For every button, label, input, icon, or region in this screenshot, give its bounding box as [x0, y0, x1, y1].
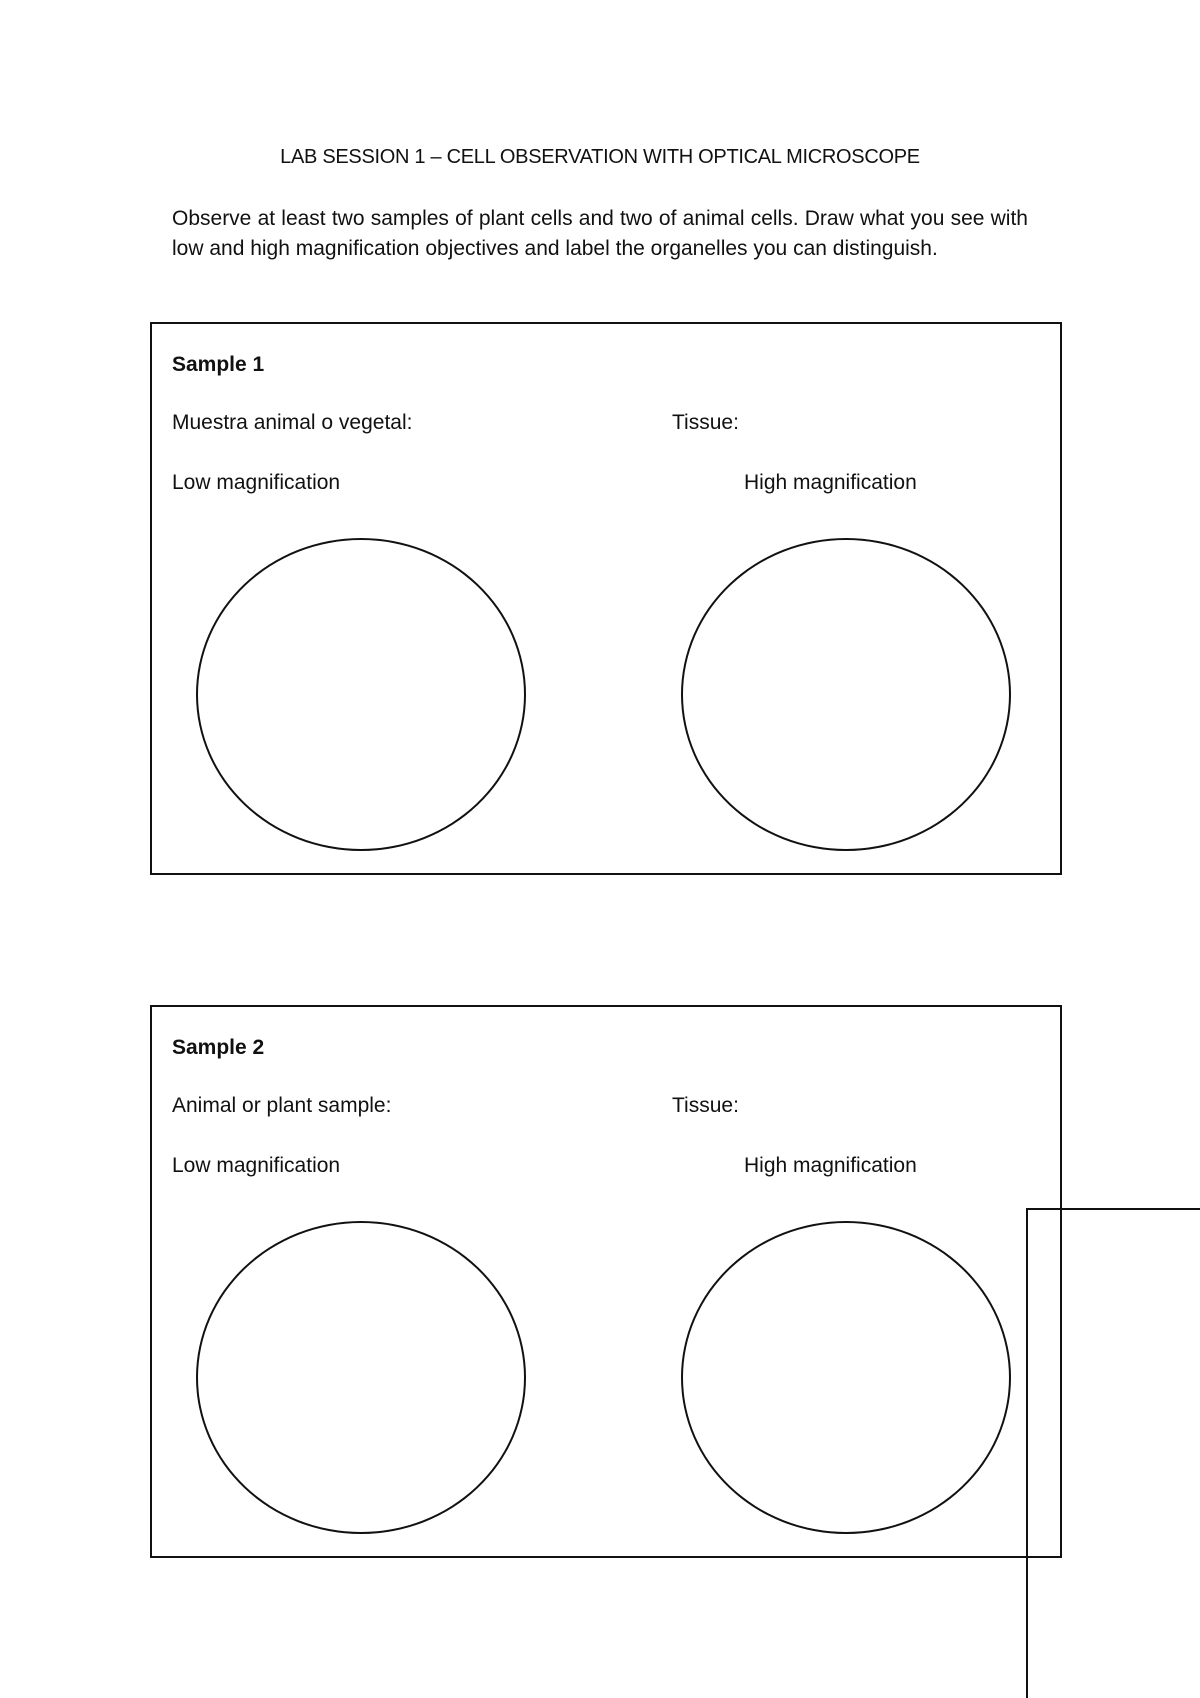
sample-1-box — [150, 322, 1062, 875]
high-magnification-label: High magnification — [744, 1154, 917, 1177]
sample-heading: Sample 1 — [172, 353, 265, 376]
low-magnification-drawing-circle[interactable] — [196, 1221, 526, 1534]
tissue-field[interactable]: Tissue: — [672, 411, 739, 434]
page-title: LAB SESSION 1 – CELL OBSERVATION WITH OPTICAL MICROSCOPE — [280, 146, 920, 168]
overflow-frame-top-edge — [1026, 1208, 1200, 1210]
low-magnification-label: Low magnification — [172, 471, 341, 494]
low-magnification-drawing-circle[interactable] — [196, 538, 526, 851]
instructions-paragraph: Observe at least two samples of plant cells and two of animal cells. Draw what you see with low and high magnification objectives and label the organelles you can distinguish. — [172, 207, 1028, 260]
sample-2-box — [150, 1005, 1062, 1558]
high-magnification-label: High magnification — [744, 471, 917, 494]
high-magnification-drawing-circle[interactable] — [681, 538, 1011, 851]
sample-heading: Sample 2 — [172, 1036, 265, 1059]
low-magnification-label: Low magnification — [172, 1154, 341, 1177]
tissue-field[interactable]: Tissue: — [672, 1094, 739, 1117]
sample-type-field[interactable]: Animal or plant sample: — [172, 1094, 392, 1117]
sample-type-field[interactable]: Muestra animal o vegetal: — [172, 411, 413, 434]
overflow-frame-left-edge — [1026, 1208, 1028, 1698]
high-magnification-drawing-circle[interactable] — [681, 1221, 1011, 1534]
